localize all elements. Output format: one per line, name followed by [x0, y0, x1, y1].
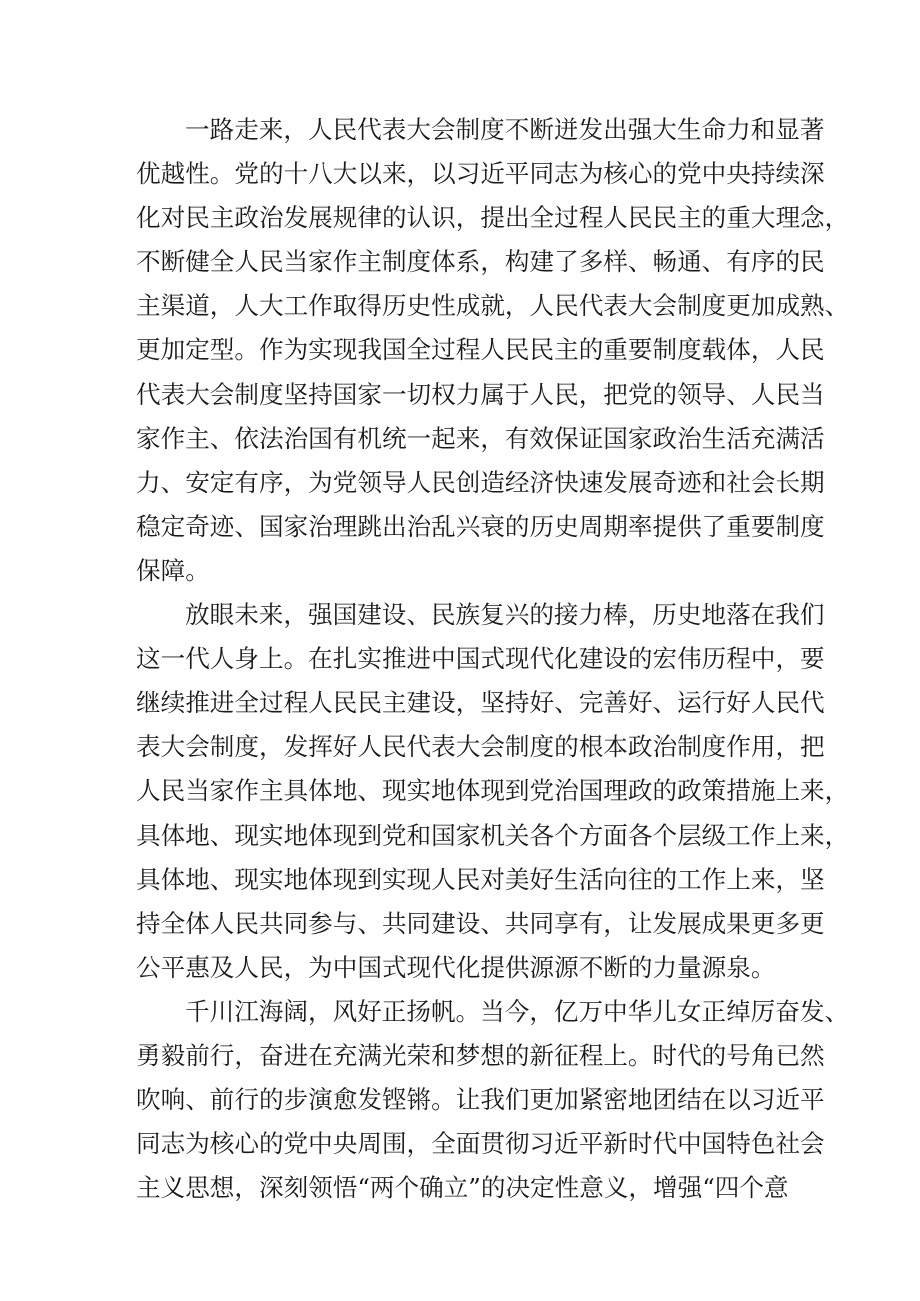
paragraph-1-line-8: 家作主、依法治国有机统一起来，有效保证国家政治生活充满活 [136, 423, 825, 453]
paragraph-3-line-3: 吹响、前行的步演愈发铿锵。让我们更加紧密地团结在以习近平 [136, 1085, 825, 1115]
paragraph-3-line-2: 勇毅前行，奋进在充满光荣和梦想的新征程上。时代的号角已然 [136, 1040, 825, 1070]
paragraph-1-line-3: 化对民主政治发展规律的认识，提出全过程人民民主的重大理念， [136, 203, 850, 233]
paragraph-2-line-8: 持全体人民共同参与、共同建设、共同享有，让发展成果更多更 [136, 908, 825, 938]
paragraph-1-line-5: 主渠道，人大工作取得历史性成就，人民代表大会制度更加成熟、 [136, 291, 850, 321]
paragraph-2-line-3: 继续推进全过程人民民主建设，坚持好、完善好、运行好人民代 [136, 688, 825, 718]
paragraph-2-line-4: 表大会制度，发挥好人民代表大会制度的根本政治制度作用，把 [136, 732, 825, 762]
paragraph-2-line-1: 放眼未来，强国建设、民族复兴的接力棒，历史地落在我们 [185, 600, 825, 630]
paragraph-2-line-7: 具体地、现实地体现到实现人民对美好生活向往的工作上来，坚 [136, 864, 825, 894]
paragraph-1-line-9: 力、安定有序，为党领导人民创造经济快速发展奇迹和社会长期 [136, 467, 825, 497]
paragraph-2-line-6: 具体地、现实地体现到党和国家机关各个方面各个层级工作上来， [136, 820, 850, 850]
paragraph-1-line-1: 一路走来，人民代表大会制度不断迸发出强大生命力和显著 [185, 115, 825, 144]
paragraph-3-line-1: 千川江海阔，风好正扬帆。当今，亿万中华儿女正绰厉奋发、 [185, 996, 850, 1026]
paragraph-2-line-9: 公平惠及人民，为中国式现代化提供源源不断的力量源泉。 [136, 952, 776, 982]
paragraph-3-line-4: 同志为核心的党中央周围，全面贯彻习近平新时代中国特色社会 [136, 1129, 825, 1159]
paragraph-1-line-10: 稳定奇迹、国家治理跳出治乱兴衰的历史周期率提供了重要制度 [136, 511, 825, 541]
paragraph-3-line-5: 主义思想，深刻领悟“两个确立”的决定性意义，增强“四个意 [136, 1173, 789, 1203]
paragraph-1-line-2: 优越性。党的十八大以来，以习近平同志为核心的党中央持续深 [136, 159, 825, 189]
paragraph-1-line-4: 不断健全人民当家作主制度体系，构建了多样、畅通、有序的民 [136, 247, 825, 277]
paragraph-1-line-6: 更加定型。作为实现我国全过程人民民主的重要制度载体，人民 [136, 335, 825, 365]
paragraph-2-line-5: 人民当家作主具体地、现实地体现到党治国理政的政策措施上来， [136, 776, 850, 806]
paragraph-1-line-11: 保障。 [136, 555, 210, 585]
paragraph-1-line-7: 代表大会制度坚持国家一切权力属于人民，把党的领导、人民当 [136, 379, 825, 409]
paragraph-2-line-2: 这一代人身上。在扎实推进中国式现代化建设的宏伟历程中，要 [136, 644, 825, 674]
article-body [136, 108, 850, 1210]
